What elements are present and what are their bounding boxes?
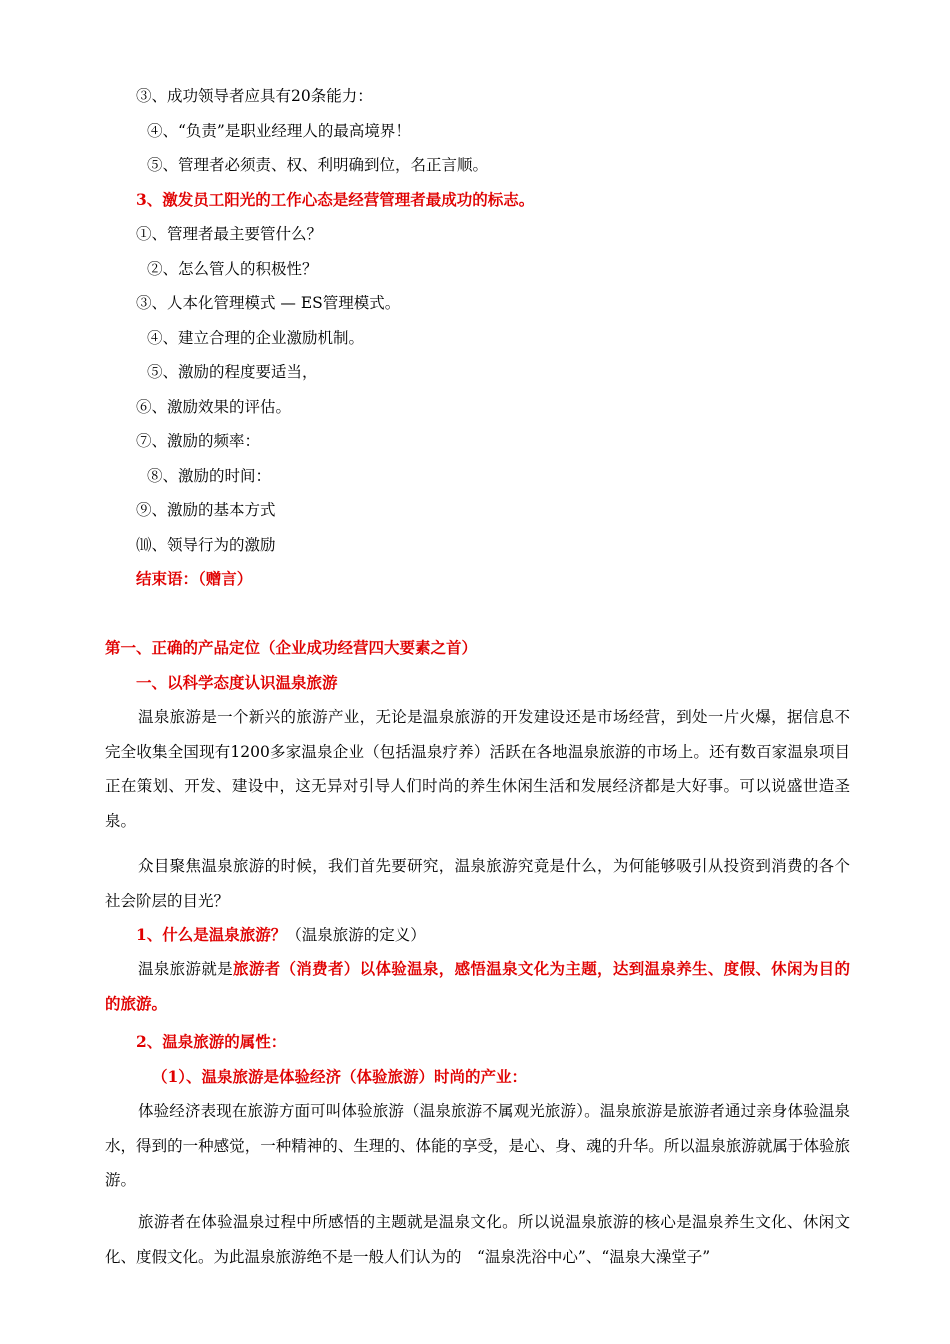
section-3-heading: 3、激发员工阳光的工作心态是经营管理者最成功的标志。 <box>136 190 535 209</box>
question-2-1: （1）、温泉旅游是体验经济（体验旅游）时尚的产业： <box>152 1067 528 1086</box>
closing-remark: 结束语：（赠言） <box>136 569 253 588</box>
outline-item-3: ③、成功领导者应具有20条能力： <box>136 87 373 105</box>
question-1-note: （温泉旅游的定义） <box>286 926 426 944</box>
sub-item-5: ⑤、激励的程度要适当， <box>147 363 318 381</box>
chapter-title: 第一、正确的产品定位（企业成功经营四大要素之首） <box>105 638 478 657</box>
definition-prefix: 温泉旅游就是 <box>138 960 233 978</box>
sub-item-7: ⑦、激励的频率： <box>136 432 261 450</box>
sub-item-3: ③、人本化管理模式 — ES管理模式。 <box>136 294 401 312</box>
question-1-title: 1、什么是温泉旅游？ <box>136 925 287 944</box>
section-1-heading: 一、以科学态度认识温泉旅游 <box>136 673 338 692</box>
definition-paragraph <box>105 952 850 1021</box>
sub-item-1: ①、管理者最主要管什么？ <box>136 225 323 243</box>
paragraph-3: 体验经济表现在旅游方面可叫体验旅游（温泉旅游不属观光旅游）。温泉旅游是旅游者通过亲身体验温泉水，得到的一种感觉，一种精神的、生理的、体能的享受，是心、身、魂的升华。所以温泉旅游就属于体验旅游。 <box>105 1102 850 1189</box>
question-1 <box>136 925 426 945</box>
sub-item-8: ⑧、激励的时间： <box>147 467 272 485</box>
question-2: 2、温泉旅游的属性： <box>136 1032 287 1051</box>
sub-item-10: ⑽、领导行为的激励 <box>136 536 276 554</box>
paragraph-1: 温泉旅游是一个新兴的旅游产业，无论是温泉旅游的开发建设还是市场经营，到处一片火爆，据信息不完全收集全国现有1200多家温泉企业（包括温泉疗养）活跃在各地温泉旅游的市场上。还有数百家温泉项目正在策划、开发、建设中，这无异对引导人们时尚的养生休闲生活和发展经济都是大好事。可以说盛世造圣泉。 <box>105 708 850 830</box>
paragraph-4: 旅游者在体验温泉过程中所感悟的主题就是温泉文化。所以说温泉旅游的核心是温泉养生文化、休闲文化、度假文化。为此温泉旅游绝不是一般人们认为的 “温泉洗浴中心”、“温泉大澡堂子” <box>105 1213 850 1266</box>
definition-text: 旅游者（消费者）以体验温泉，感悟温泉文化为主题，达到温泉养生、度假、休闲为目的的旅游。 <box>105 959 850 1013</box>
outline-item-4: ④、“负责”是职业经理人的最高境界！ <box>147 122 411 140</box>
outline-item-5: ⑤、管理者必须责、权、利明确到位，名正言顺。 <box>147 156 489 174</box>
sub-item-6: ⑥、激励效果的评估。 <box>136 398 292 416</box>
sub-item-2: ②、怎么管人的积极性？ <box>147 260 318 278</box>
paragraph-2: 众目聚焦温泉旅游的时候，我们首先要研究，温泉旅游究竟是什么，为何能够吸引从投资到消费的各个社会阶层的目光？ <box>105 857 850 910</box>
sub-item-4: ④、建立合理的企业激励机制。 <box>147 329 365 347</box>
sub-item-9: ⑨、激励的基本方式 <box>136 501 276 519</box>
